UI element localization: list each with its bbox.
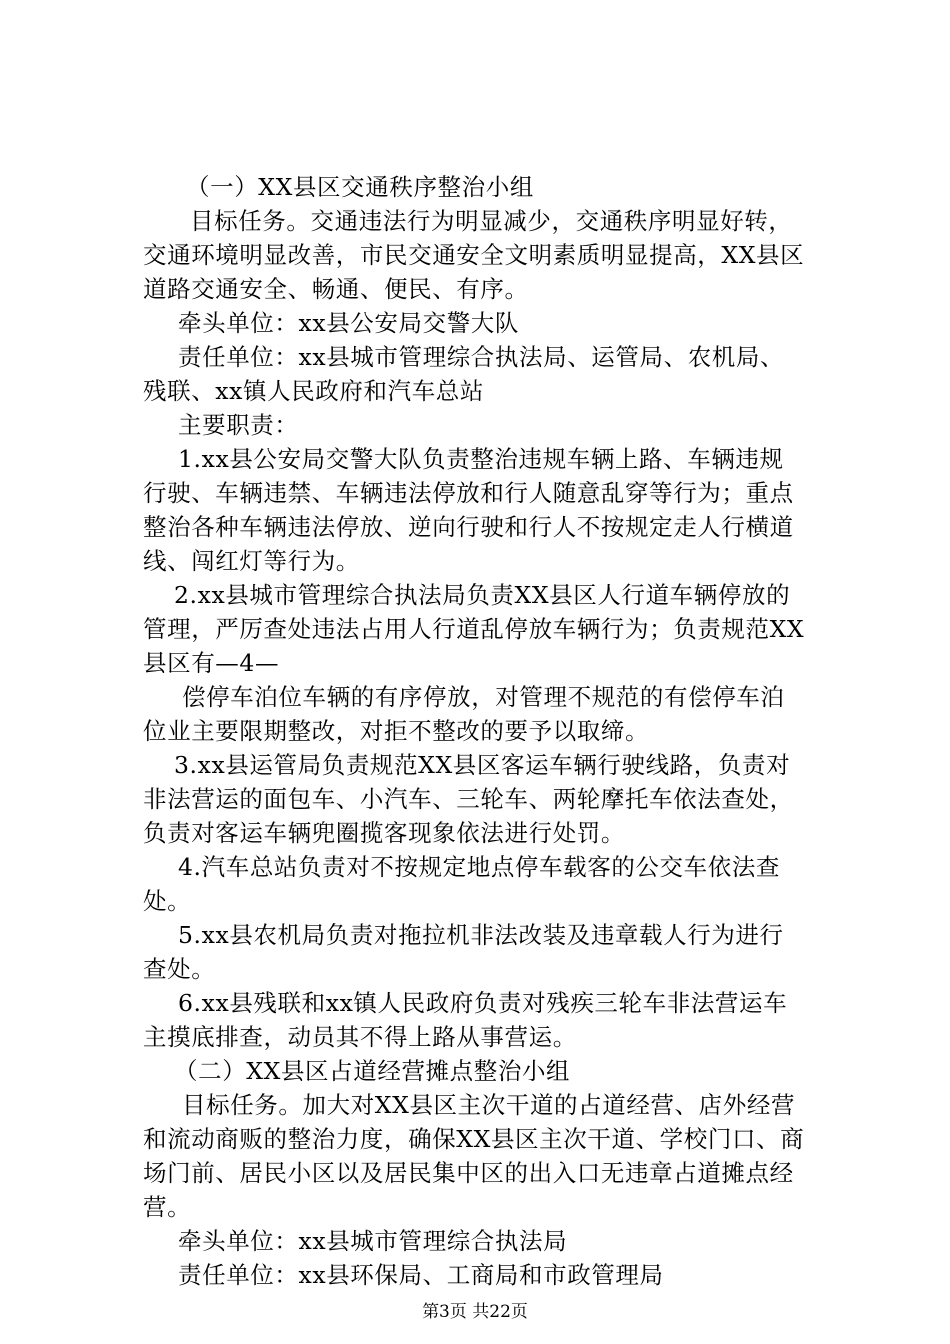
paragraph-line: 场门前、居民小区以及居民集中区的出入口无违章占道摊点经 <box>143 1159 794 1187</box>
duty-item-1: 1.xx县公安局交警大队负责整治违规车辆上路、车辆违规 <box>178 445 784 473</box>
paragraph-line: 管理，严厉查处违法占用人行道乱停放车辆行为；负责规范XX <box>143 615 805 643</box>
paragraph-line: 交通环境明显改善，市民交通安全文明素质明显提高，XX县区 <box>143 241 805 269</box>
duties-heading: 主要职责： <box>178 411 299 439</box>
paragraph-line: 位业主要限期整改，对拒不整改的要予以取缔。 <box>143 717 650 745</box>
paragraph-line: 线、闯红灯等行为。 <box>143 547 360 575</box>
paragraph-line: 查处。 <box>143 955 216 983</box>
page-number-footer: 第3页 共22页 <box>422 1302 528 1322</box>
duty-item-6: 6.xx县残联和xx镇人民政府负责对残疾三轮车非法营运车 <box>178 989 788 1017</box>
duty-item-4: 4.汽车总站负责对不按规定地点停车载客的公交车依法查 <box>178 853 781 881</box>
paragraph-line: 残联、xx镇人民政府和汽车总站 <box>143 377 485 405</box>
section-heading-stalls: （二）XX县区占道经营摊点整治小组 <box>174 1057 571 1085</box>
paragraph-line: 和流动商贩的整治力度，确保XX县区主次干道、学校门口、商 <box>143 1125 805 1153</box>
paragraph-line: 负责对客运车辆兜圈揽客现象依法进行处罚。 <box>143 819 625 847</box>
duty-item-5: 5.xx县农机局负责对拖拉机非法改装及违章载人行为进行 <box>178 921 784 949</box>
lead-unit-line: 牵头单位：xx县城市管理综合执法局 <box>178 1227 568 1255</box>
paragraph-line: 道路交通安全、畅通、便民、有序。 <box>143 275 529 303</box>
paragraph-line: 非法营运的面包车、小汽车、三轮车、两轮摩托车依法查处， <box>143 785 794 813</box>
paragraph-line: 处。 <box>143 887 192 915</box>
responsible-unit-line: 责任单位：xx县环保局、工商局和市政管理局 <box>178 1261 664 1289</box>
paragraph-line: 偿停车泊位车辆的有序停放，对管理不规范的有偿停车泊 <box>182 683 785 711</box>
paragraph-line: 行驶、车辆违禁、车辆违法停放和行人随意乱穿等行为；重点 <box>143 479 794 507</box>
paragraph-line: 营。 <box>143 1193 192 1221</box>
duty-item-3: 3.xx县运管局负责规范XX县区客运车辆行驶线路，负责对 <box>174 751 791 779</box>
responsible-unit-line: 责任单位：xx县城市管理综合执法局、运管局、农机局、 <box>178 343 785 371</box>
paragraph-line: 整治各种车辆违法停放、逆向行驶和行人不按规定走人行横道 <box>143 513 794 541</box>
section-heading-traffic: （一）XX县区交通秩序整治小组 <box>186 173 534 201</box>
paragraph-line: 县区有—4— <box>143 649 280 677</box>
paragraph-line: 目标任务。交通违法行为明显减少，交通秩序明显好转， <box>190 207 793 235</box>
paragraph-line: 主摸底排查，动员其不得上路从事营运。 <box>143 1023 577 1051</box>
lead-unit-line: 牵头单位：xx县公安局交警大队 <box>178 309 520 337</box>
duty-item-2: 2.xx县城市管理综合执法局负责XX县区人行道车辆停放的 <box>174 581 791 609</box>
paragraph-line: 目标任务。加大对XX县区主次干道的占道经营、店外经营 <box>182 1091 796 1119</box>
